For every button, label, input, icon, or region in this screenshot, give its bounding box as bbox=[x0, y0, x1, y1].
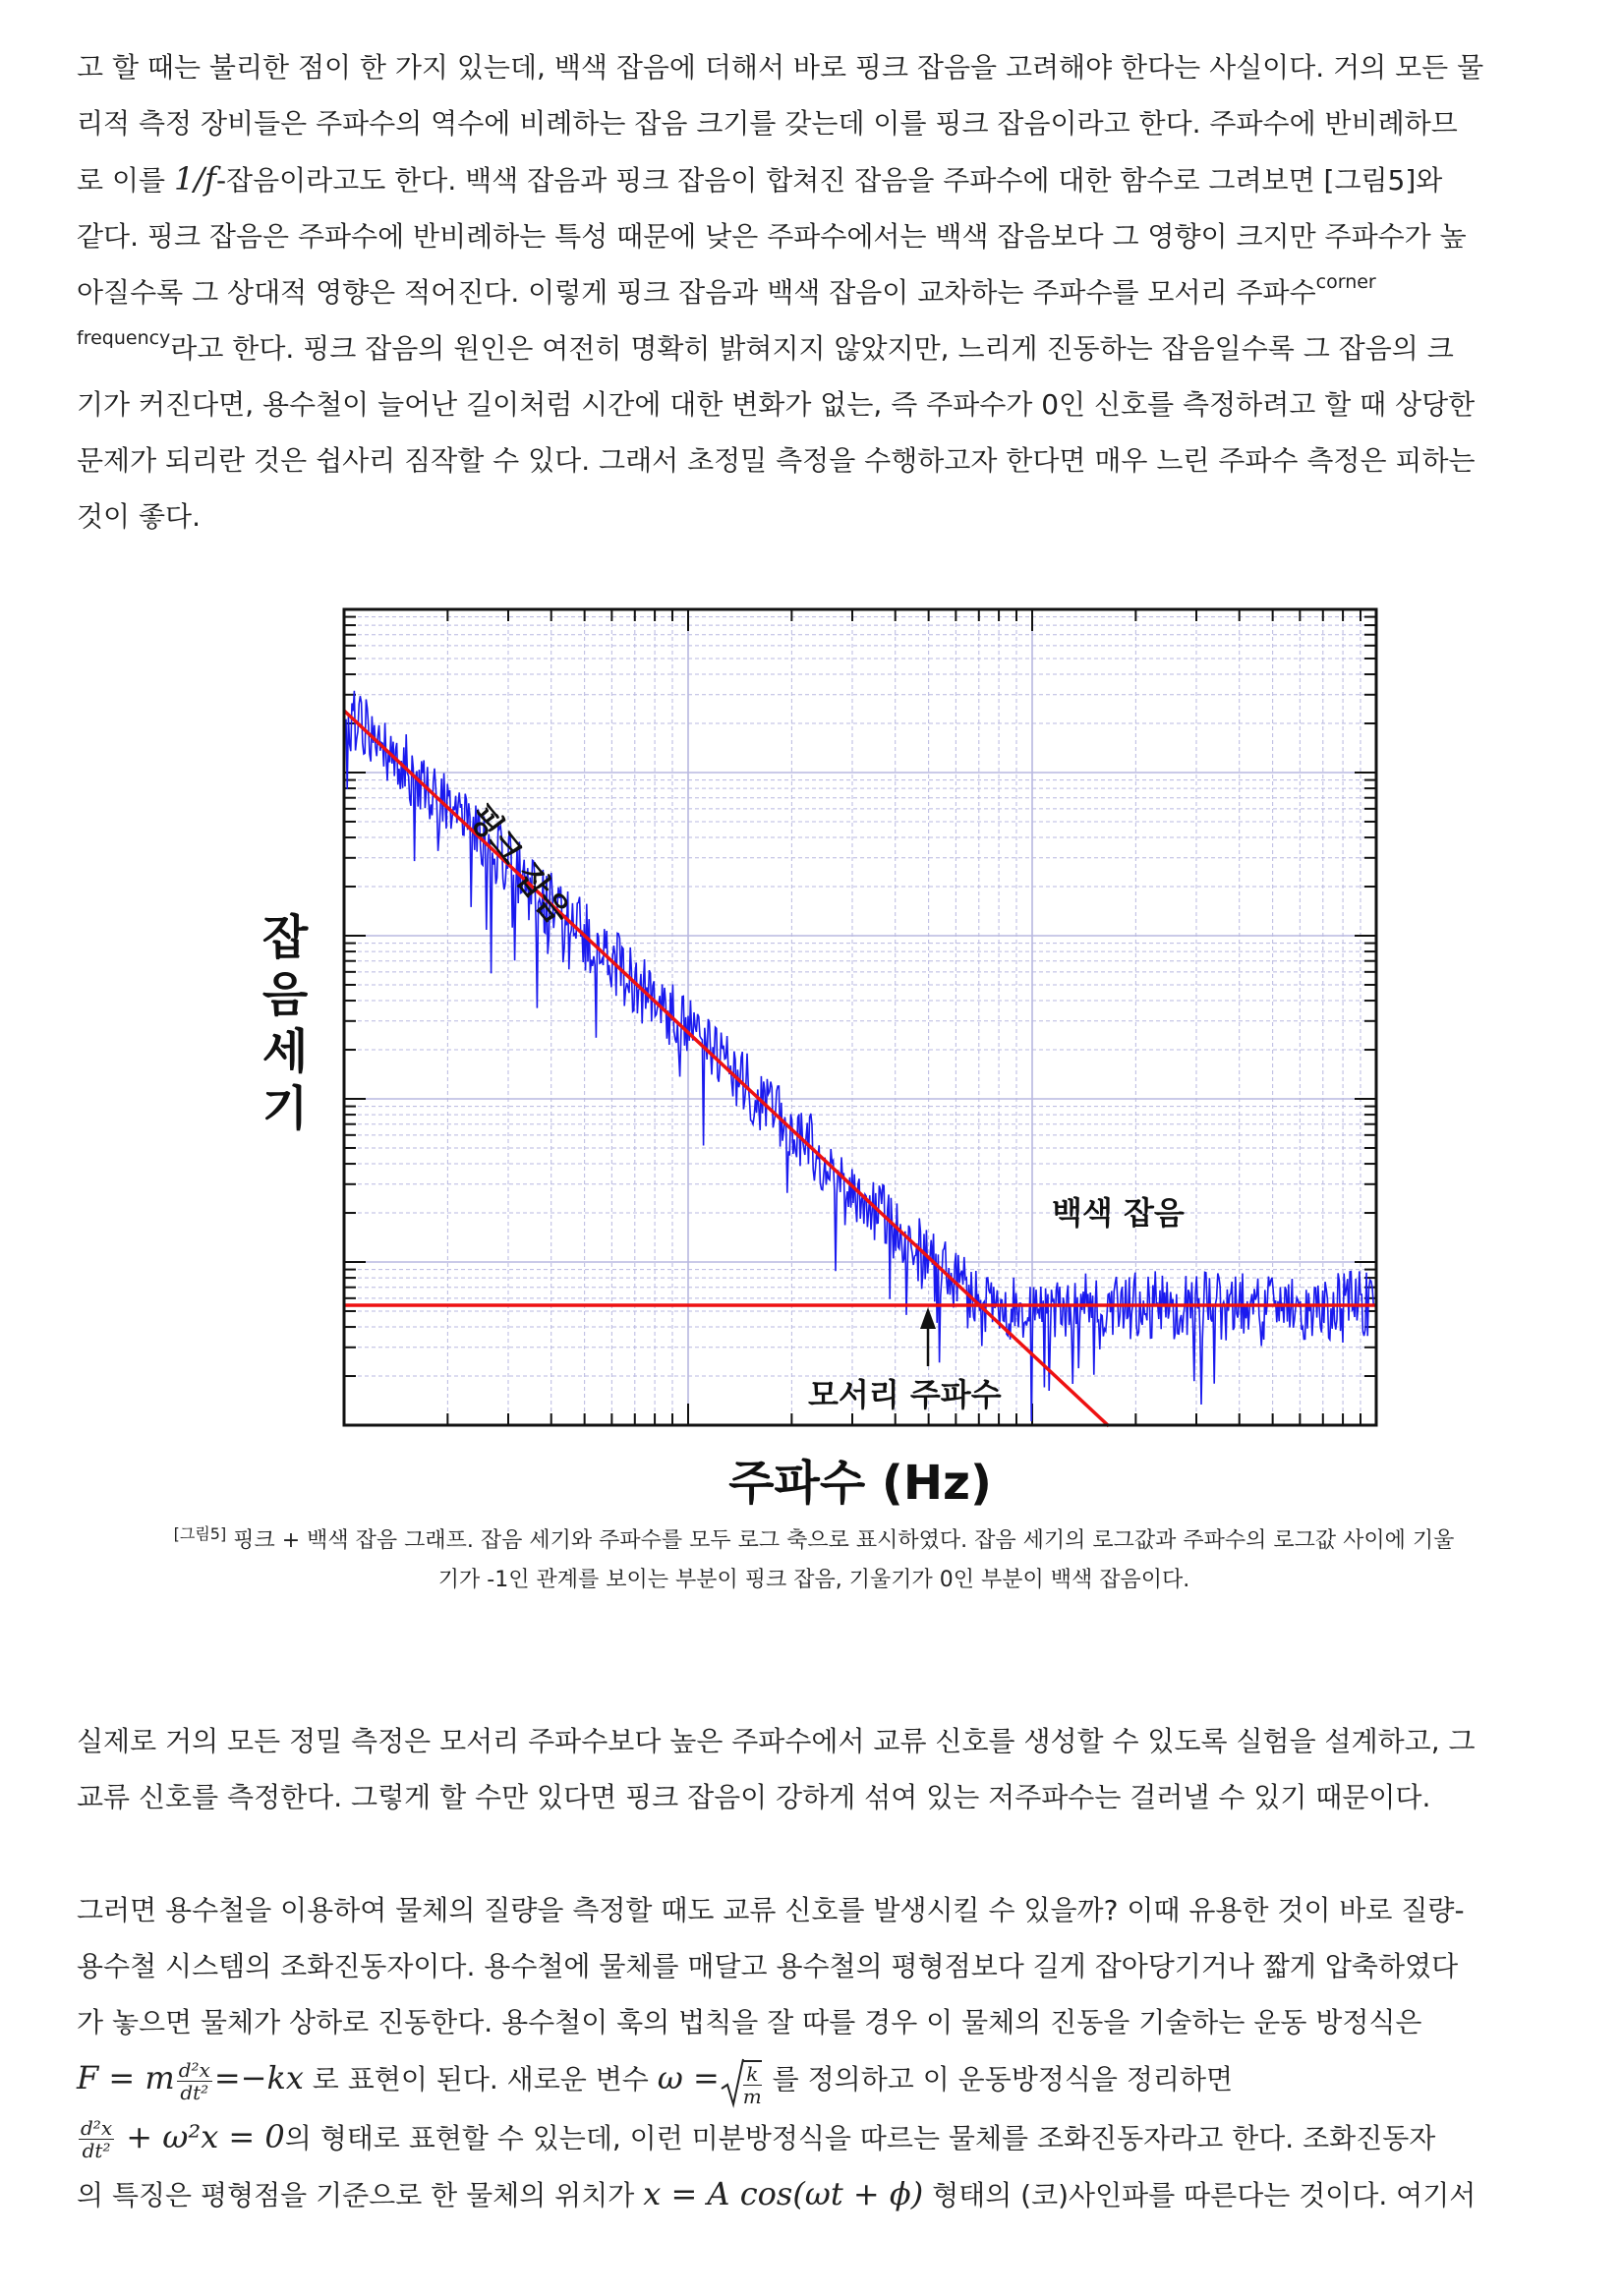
text-line: 가 놓으면 물체가 상하로 진동한다. 용수철이 훅의 법칙을 잘 따를 경우 이 물체의 진동을 기술하는 운동 방정식은 bbox=[77, 2006, 1422, 2038]
sqrt-sign-icon bbox=[720, 2057, 745, 2108]
pink-noise-label: 핑크 잡음 bbox=[459, 796, 578, 933]
math-newton: F = m bbox=[77, 2059, 175, 2096]
text-line: 그러면 용수철을 이용하여 물체의 질량을 측정할 때도 교류 신호를 발생시킬 수 있을까? 이때 유용한 것이 바로 질량- bbox=[77, 1894, 1465, 1926]
corner-frequency-arrowhead bbox=[920, 1307, 936, 1329]
text-line: 교류 신호를 측정한다. 그렇게 할 수만 있다면 핑크 잡음이 강하게 섞여 있는 저주파수는 걸러낼 수 있기 때문이다. bbox=[77, 1781, 1431, 1813]
fraction-denominator: dt² bbox=[180, 2080, 209, 2104]
text-line: 것이 좋다. bbox=[77, 500, 201, 533]
y-axis-label-char: 음 bbox=[261, 967, 309, 1022]
math-fraction-k-m bbox=[743, 2060, 762, 2106]
plot-frame bbox=[344, 609, 1376, 1425]
text-span: 아질수록 그 상대적 영향은 적어진다. 이렇게 핑크 잡음과 백색 잡음이 교차하는 주파수를 모서리 주파수 bbox=[77, 276, 1316, 309]
corner-frequency-label: 모서리 주파수 bbox=[808, 1376, 1002, 1413]
text-span: -잡음이라고도 한다. 백색 잡음과 핑크 잡음이 합쳐진 잡음을 주파수에 대한 함수로 그려보면 [그림5]와 bbox=[215, 164, 1443, 197]
math-sqrt-k-over-m bbox=[720, 2053, 764, 2109]
text-span: 의 형태로 표현할 수 있는데, 이런 미분방정식을 따르는 물체를 조화진동자라고 한다. 조화진동자 bbox=[284, 2121, 1436, 2154]
text-line bbox=[77, 2050, 1551, 2109]
text-line bbox=[77, 2166, 1551, 2223]
text-line bbox=[77, 2109, 1551, 2166]
text-line: 문제가 되리란 것은 쉽사리 짐작할 수 있다. 그래서 초정밀 측정을 수행하고자 한다면 매우 느린 주파수 측정은 피하는 bbox=[77, 444, 1476, 477]
plot-grid bbox=[344, 609, 1376, 1425]
math-one-over-f: 1/f bbox=[173, 160, 216, 198]
text-span: 형태의 (코)사인파를 따른다는 것이다. 여기서 bbox=[923, 2178, 1477, 2211]
math-hooke: =−kx bbox=[213, 2059, 304, 2096]
noise-spectrum-figure bbox=[246, 590, 1386, 1514]
text-span: 를 정의하고 이 운동방정식을 정리하면 bbox=[763, 2063, 1234, 2095]
math-fraction-d2x-dt2 bbox=[79, 2118, 114, 2160]
paragraph-harmonic-oscillator bbox=[77, 1882, 1551, 2223]
math-cosine-solution: x = A cos(ωt + ϕ) bbox=[643, 2174, 924, 2212]
text-line: 실제로 거의 모든 정밀 측정은 모서리 주파수보다 높은 주파수에서 교류 신호를 생성할 수 있도록 실험을 설계하고, 그 bbox=[77, 1725, 1476, 1757]
math-oscillator-equation: + ω²x = 0 bbox=[116, 2117, 285, 2155]
text-line: 고 할 때는 불리한 점이 한 가지 있는데, 백색 잡음에 더해서 바로 핑크 잡음을 고려해야 한다는 사실이다. 거의 모든 물 bbox=[77, 51, 1484, 84]
text-line: 기가 커진다면, 용수철이 늘어난 길이처럼 시간에 대한 변화가 없는, 즉 주파수가 0인 신호를 측정하려고 할 때 상당한 bbox=[77, 388, 1476, 421]
fraction-denominator: dt² bbox=[82, 2139, 111, 2162]
y-axis-label-char: 잡 bbox=[261, 910, 309, 965]
caption-tag: [그림5] bbox=[173, 1524, 227, 1543]
noise-series-line bbox=[346, 691, 1373, 1421]
caption-line: 기가 -1인 관계를 보이는 부분이 핑크 잡음, 기울기가 0인 부분이 백색 잡음이다. bbox=[437, 1568, 1190, 1592]
text-line: 리적 측정 장비들은 주파수의 역수에 비례하는 잡음 크기를 갖는데 이를 핑크 잡음이라고 한다. 주파수에 반비례하므 bbox=[77, 107, 1458, 140]
pink-noise-fit-line bbox=[344, 711, 1109, 1426]
white-noise-label: 백색 잡음 bbox=[1052, 1194, 1185, 1232]
x-axis-label: 주파수 (Hz) bbox=[728, 1456, 992, 1511]
math-omega-def: ω = bbox=[657, 2059, 720, 2096]
footnote-frequency: frequency bbox=[77, 327, 171, 349]
y-axis-label-char: 기 bbox=[261, 1081, 309, 1136]
paragraph-noise-intro bbox=[77, 39, 1551, 545]
caption-text: 핑크 + 백색 잡음 그래프. 잡음 세기와 주파수를 모두 로그 축으로 표시하였다. 잡음 세기의 로그값과 주파수의 로그값 사이에 기울 bbox=[226, 1528, 1455, 1553]
text-line: 용수철 시스템의 조화진동자이다. 용수철에 물체를 매달고 용수철의 평형점보다 길게 잡아당기거나 짧게 압축하였다 bbox=[77, 1950, 1459, 1982]
fraction-numerator: d²x bbox=[178, 2057, 210, 2082]
paragraph-ac-measurement bbox=[77, 1713, 1551, 1825]
text-span: 로 이를 bbox=[77, 164, 174, 197]
text-line bbox=[77, 264, 1551, 320]
text-span: 로 표현이 된다. 새로운 변수 bbox=[303, 2063, 658, 2095]
text-span: 의 특징은 평형점을 기준으로 한 물체의 위치가 bbox=[77, 2178, 644, 2211]
caption-line bbox=[77, 1521, 1551, 1561]
text-line bbox=[77, 320, 1551, 376]
text-span: 라고 한다. 핑크 잡음의 원인은 여전히 명확히 밝혀지지 않았지만, 느리게 진동하는 잡음일수록 그 잡음의 크 bbox=[170, 332, 1454, 365]
fraction-denominator: m bbox=[742, 2084, 762, 2108]
text-line: 같다. 핑크 잡음은 주파수에 반비례하는 특성 때문에 낮은 주파수에서는 백색 잡음보다 그 영향이 크지만 주파수가 높 bbox=[77, 220, 1467, 253]
footnote-corner: corner bbox=[1315, 271, 1376, 293]
text-line bbox=[77, 151, 1551, 208]
math-fraction-d2x-dt2 bbox=[177, 2057, 212, 2104]
y-axis-label bbox=[262, 910, 309, 1136]
fraction-numerator: k bbox=[743, 2064, 762, 2086]
y-axis-label-char: 세 bbox=[261, 1024, 309, 1079]
plot-ticks bbox=[344, 609, 1376, 1425]
figure-caption bbox=[77, 1521, 1551, 1600]
fraction-numerator: d²x bbox=[81, 2116, 113, 2140]
